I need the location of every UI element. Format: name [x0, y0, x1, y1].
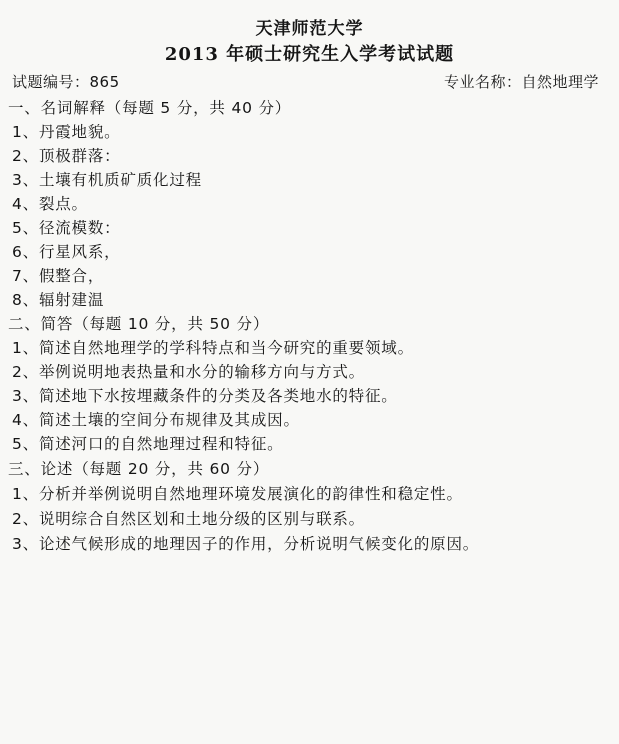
exam-title: 2013 年硕士研究生入学考试试题 — [164, 44, 455, 65]
question-item: 5、径流模数： — [12, 219, 121, 237]
question-item: 3、简述地下水按埋藏条件的分类及各类地水的特征。 — [12, 387, 398, 405]
question-item: 4、简述土壤的空间分布规律及其成因。 — [12, 411, 300, 429]
section-heading-1: 一、名词解释（每题 5 分，共 40 分） — [8, 99, 292, 117]
question-item: 5、简述河口的自然地理过程和特征。 — [12, 435, 284, 453]
exam-code: 试题编号：865 — [12, 73, 120, 91]
question-item: 3、土壤有机质矿质化过程 — [12, 171, 202, 189]
university-name: 天津师范大学 — [255, 19, 364, 39]
major-name: 专业名称：自然地理学 — [443, 73, 599, 91]
question-item: 2、举例说明地表热量和水分的输移方向与方式。 — [12, 363, 365, 381]
question-item: 1、分析并举例说明自然地理环境发展演化的韵律性和稳定性。 — [12, 485, 463, 503]
question-item: 7、假整合， — [12, 267, 105, 285]
question-item: 2、说明综合自然区划和土地分级的区别与联系。 — [12, 510, 365, 528]
question-item: 3、论述气候形成的地理因子的作用，分析说明气候变化的原因。 — [12, 535, 480, 553]
section-heading-3: 三、论述（每题 20 分，共 60 分） — [8, 460, 270, 478]
question-item: 2、顶极群落： — [12, 147, 121, 165]
question-item: 6、行星风系， — [12, 243, 121, 261]
question-item: 4、裂点。 — [12, 195, 88, 213]
question-item: 1、丹霞地貌。 — [12, 123, 121, 141]
question-item: 1、简述自然地理学的学科特点和当今研究的重要领域。 — [12, 339, 414, 357]
section-heading-2: 二、简答（每题 10 分，共 50 分） — [8, 315, 270, 333]
question-item: 8、辐射建温 — [12, 291, 105, 309]
